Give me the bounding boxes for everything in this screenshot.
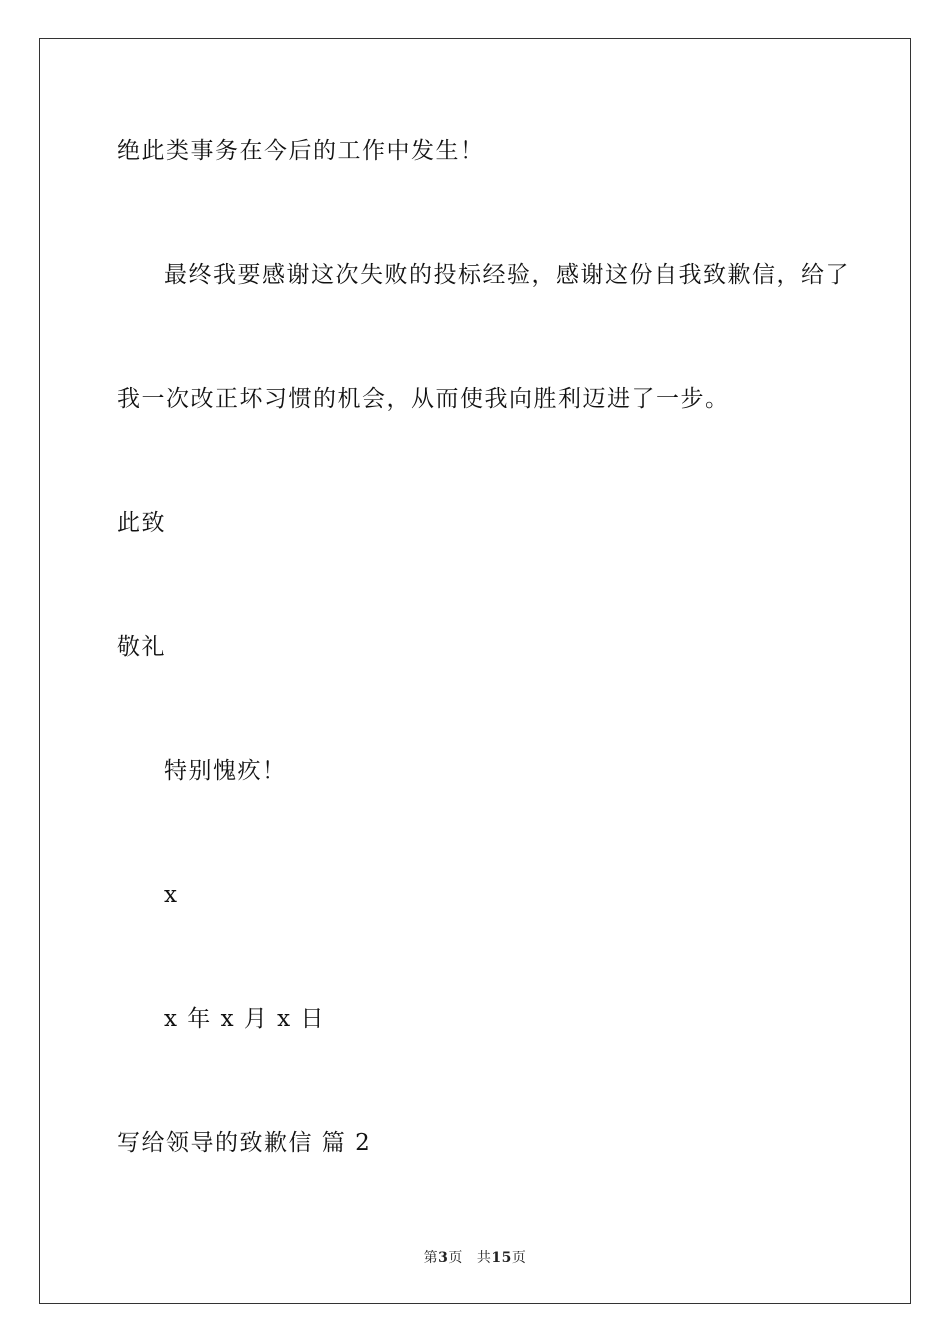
- page-border: [39, 38, 911, 1304]
- body-text-line: 绝此类事务在今后的工作中发生！: [117, 138, 485, 164]
- total-page-count: 15: [491, 1250, 512, 1266]
- total-suffix: 页: [511, 1250, 527, 1266]
- signature-line: x: [164, 882, 179, 908]
- salutation-line: 此致: [117, 510, 166, 536]
- section-heading: 写给领导的致歉信 篇 2: [117, 1130, 372, 1156]
- page-suffix: 页: [448, 1250, 463, 1266]
- date-line: x 年 x 月 x 日: [164, 1006, 325, 1032]
- body-text-line: 最终我要感谢这次失败的投标经验，感谢这份自我致歉信，给了: [164, 262, 850, 288]
- body-text-line: 特别愧疚！: [164, 758, 287, 784]
- body-text-line: 我一次改正坏习惯的机会，从而使我向胜利迈进了一步。: [117, 386, 730, 412]
- page-prefix: 第: [423, 1250, 439, 1266]
- total-prefix: 共: [476, 1250, 492, 1266]
- closing-line: 敬礼: [117, 634, 166, 660]
- current-page-number: 3: [438, 1250, 449, 1266]
- page-footer: [0, 1247, 950, 1267]
